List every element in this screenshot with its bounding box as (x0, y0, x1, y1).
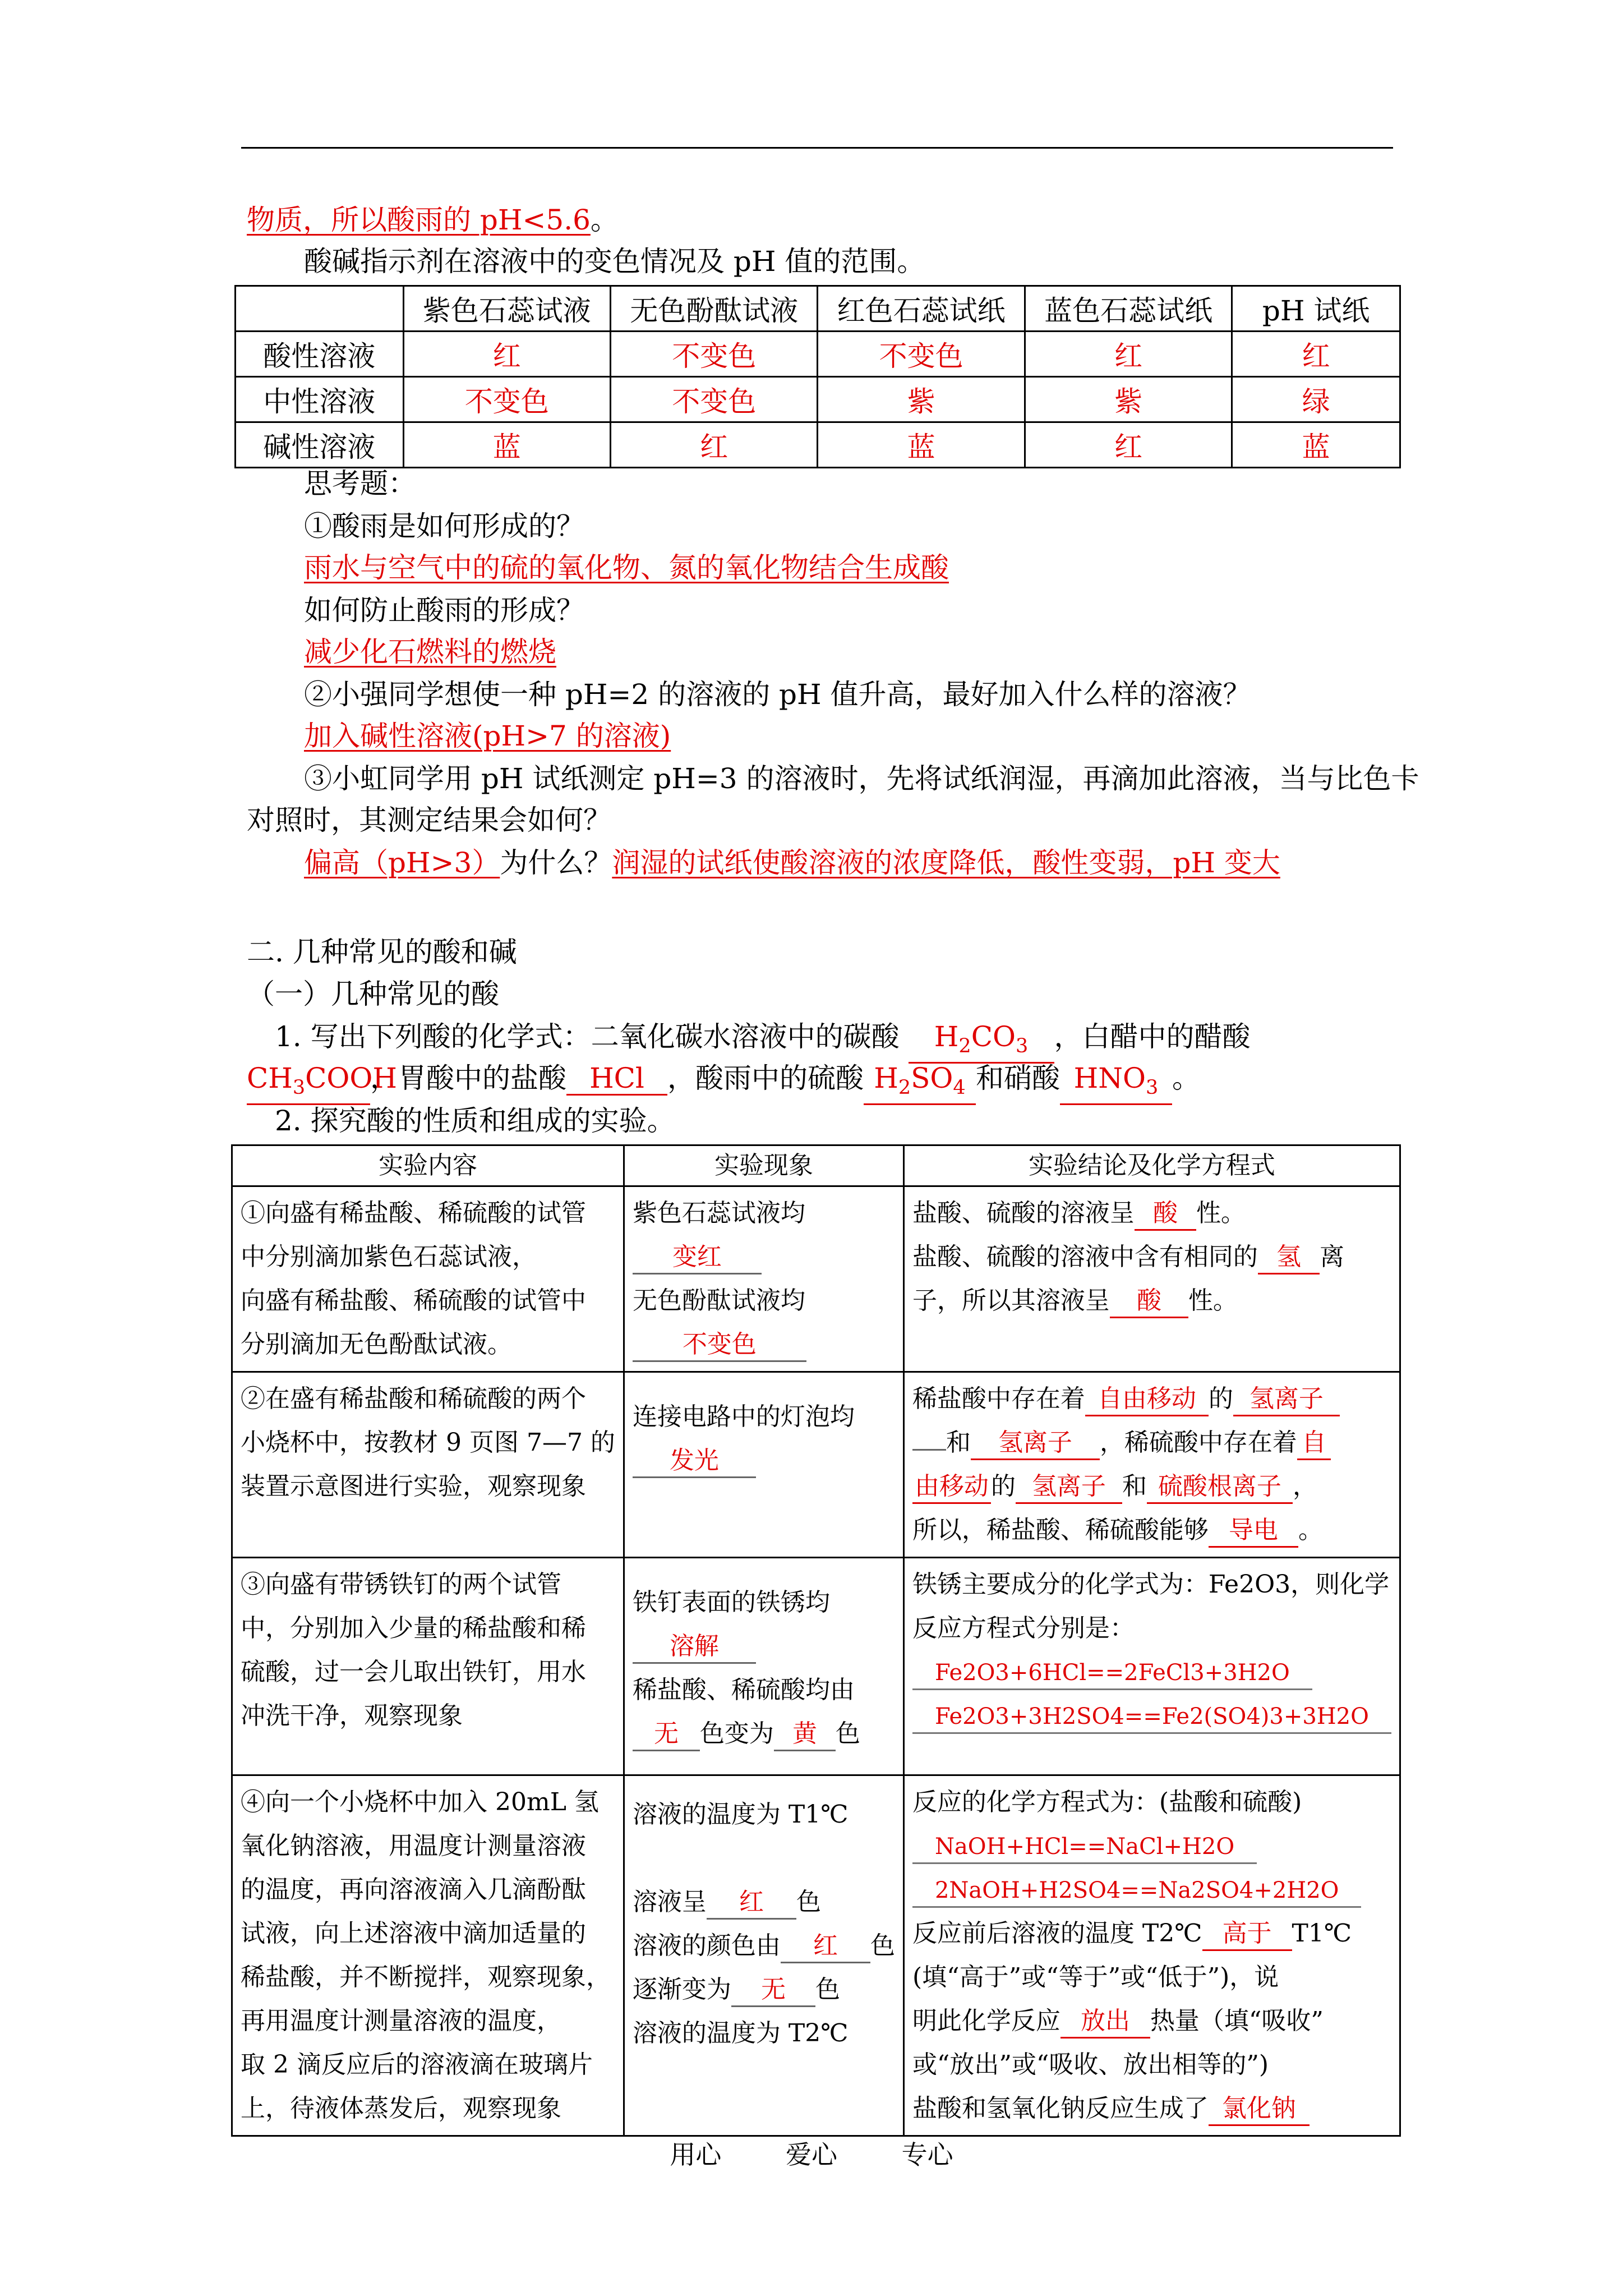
exp-conclusion-cell (903, 1372, 1400, 1558)
item-1-text: ，酸雨中的硫酸 (667, 1062, 864, 1094)
indicator-table (234, 285, 1401, 468)
item-1-line-1 (275, 1019, 1251, 1064)
text: 反应前后溶液的温度 T2℃ (912, 1919, 1202, 1948)
question-1: ①酸雨是如何形成的？ (304, 510, 584, 542)
exp-content-cell (232, 1186, 624, 1372)
answer-blank: 硫酸根离子 (1147, 1471, 1293, 1504)
answer-blank: 发光 (633, 1445, 756, 1478)
table-cell: 紫 (1025, 377, 1232, 422)
row-label: 中性溶液 (236, 377, 404, 422)
table-row (236, 422, 1400, 468)
table-header-row (232, 1145, 1400, 1186)
why-label: 为什么？ (500, 846, 612, 879)
phenomenon-line: 连接电路中的灯泡均 (632, 1402, 855, 1431)
content-line: 中，分别加入少量的稀盐酸和稀 (241, 1614, 586, 1642)
phenomenon-line (633, 1712, 895, 1756)
header-cell: 实验内容 (232, 1145, 624, 1186)
text: 色 (796, 1888, 821, 1916)
conclusion-line (912, 1191, 1391, 1235)
conclusion-line (912, 2087, 1391, 2131)
table-row (232, 1186, 1400, 1372)
equation: 2NaOH+H2SO4==Na2SO4+2H2O (912, 1875, 1362, 1908)
text: 色变为 (699, 1719, 774, 1748)
answer-blank: 黄 (774, 1718, 836, 1751)
conclusion-line (912, 1235, 1391, 1279)
text: 热量（填“吸收” (1150, 2007, 1324, 2035)
content-line: ③向盛有带锈铁钉的两个试管 (241, 1570, 561, 1599)
footer-text: 专心 (901, 2139, 953, 2170)
conclusion-line: 铁锈主要成分的化学式为：Fe2O3，则化学 (912, 1570, 1390, 1599)
phenomenon-line: 铁钉表面的铁锈均 (632, 1588, 830, 1617)
answer-1: 雨水与空气中的硫的氧化物、氮的氧化物结合生成酸 (304, 551, 949, 584)
text: 的 (990, 1472, 1016, 1501)
text: 和 (1122, 1472, 1147, 1501)
header-rule (241, 147, 1393, 149)
text: 色 (870, 1931, 895, 1960)
table-cell: 蓝 (1232, 422, 1400, 468)
content-line: 冲洗干净，观察现象 (241, 1701, 463, 1730)
row-label: 酸性溶液 (236, 332, 404, 377)
equation-line (912, 1650, 1391, 1694)
phenomenon-line (633, 1968, 895, 2012)
table-cell: 紫 (818, 377, 1025, 422)
table-row (236, 332, 1400, 377)
answer-2: 加入碱性溶液(pH>7 的溶液) (304, 720, 671, 752)
conclusion-line (912, 1377, 1391, 1421)
answer-blank: 高于 (1202, 1918, 1292, 1951)
equation: Fe2O3+3H2SO4==Fe2(SO4)3+3H2O (912, 1701, 1391, 1734)
answer-blank: 变红 (633, 1241, 762, 1274)
table-cell: 红 (1232, 332, 1400, 377)
table-row (232, 1558, 1400, 1775)
answer-blank: 氢离子 (971, 1427, 1100, 1460)
answer-ch3cooh: $CH_3COOH$ (247, 1062, 370, 1105)
answer-blank: 红 (781, 1930, 870, 1963)
phenomenon-line (633, 1625, 895, 1668)
conclusion-line: 反应方程式分别是： (912, 1614, 1135, 1642)
footer-text: 爱心 (786, 2139, 837, 2170)
phenomenon-line: 紫色石蕊试液均 (632, 1199, 805, 1227)
equation-line (912, 1868, 1391, 1912)
conclusion-line: 或“放出”或“吸收、放出相等的”) (912, 2050, 1269, 2079)
footer-text: 用心 (670, 2139, 722, 2170)
content-line: ②在盛有稀盐酸和稀硫酸的两个 (241, 1384, 586, 1413)
table-header-row (236, 286, 1400, 332)
conclusion-line: (填“高于”或“等于”或“低于”)，说 (912, 1963, 1279, 1991)
conclusion-line: 反应的化学方程式为：(盐酸和硫酸) (912, 1788, 1302, 1816)
text: 色 (835, 1719, 860, 1748)
content-line: 上，待液体蒸发后，观察现象 (241, 2094, 561, 2123)
answer-3-reason: 润湿的试纸使酸溶液的浓度降低，酸性变弱，pH 变大 (612, 846, 1280, 879)
page-footer (0, 2134, 1623, 2171)
content-line: ④向一个小烧杯中加入 20mL 氢 (241, 1788, 599, 1816)
text: 。 (1298, 1516, 1323, 1544)
table-cell: 绿 (1232, 377, 1400, 422)
content-line: 试液，向上述溶液中滴加适量的 (241, 1919, 586, 1948)
text: 逐渐变为 (632, 1975, 731, 2004)
text: ， (1292, 1472, 1317, 1501)
exp-content-cell (232, 1372, 624, 1558)
header-cell: 紫色石蕊试液 (403, 286, 610, 332)
period: 。 (590, 204, 619, 236)
text: 子，所以其溶液呈 (912, 1286, 1110, 1315)
answer-blank: 溶解 (633, 1631, 756, 1664)
content-line: 再用温度计测量溶液的温度， (241, 2007, 561, 2035)
content-line: 取 2 滴反应后的溶液滴在玻璃片 (241, 2050, 593, 2079)
answer-blank: 氢 (1258, 1241, 1320, 1274)
table-cell: 蓝 (403, 422, 610, 468)
text: 所以，稀盐酸、稀硫酸能够 (912, 1516, 1209, 1544)
answer-1b: 减少化石燃料的燃烧 (304, 636, 556, 668)
table-cell: 红 (403, 332, 610, 377)
exp-phenomenon-cell (624, 1372, 903, 1558)
item-1-text: 和硝酸 (976, 1062, 1060, 1094)
text: 性。 (1188, 1286, 1238, 1315)
text: 和 (946, 1428, 971, 1457)
answer-blank: 放出 (1061, 2005, 1150, 2039)
table-row (236, 377, 1400, 422)
item-1-text: 1. 写出下列酸的化学式：二氧化碳水溶液中的碳酸 (275, 1020, 900, 1053)
question-3-line-2: 对照时，其测定结果会如何？ (247, 804, 611, 836)
text: T1℃ (1292, 1919, 1352, 1948)
content-line: 硫酸，过一会儿取出铁钉，用水 (241, 1658, 586, 1686)
intro-line-1 (247, 202, 619, 238)
equation: Fe2O3+6HCl==2FeCl3+3H2O (912, 1657, 1312, 1690)
text: 性。 (1196, 1199, 1246, 1227)
content-line: 中分别滴加紫色石蕊试液， (241, 1243, 537, 1271)
content-line: 小烧杯中，按教材 9 页图 7—7 的 (241, 1428, 615, 1457)
exp-phenomenon-cell (624, 1558, 903, 1775)
phenomenon-line (633, 1924, 895, 1968)
text: 的 (1208, 1384, 1233, 1413)
phenomenon-line (633, 1235, 895, 1279)
item-2: 2. 探究酸的性质和组成的实验。 (275, 1105, 675, 1137)
equation: NaOH+HCl==NaCl+H2O (912, 1831, 1257, 1864)
conclusion-line (912, 1508, 1391, 1552)
table-cell: 红 (611, 422, 818, 468)
header-cell (236, 286, 404, 332)
equation-line (912, 1824, 1391, 1868)
answer-blank: 无 (633, 1718, 700, 1751)
answer-blank: 酸 (1110, 1285, 1188, 1318)
question-2: ②小强同学想使一种 pH=2 的溶液的 pH 值升高，最好加入什么样的溶液？ (304, 678, 1251, 711)
content-line: 的温度，再向溶液滴入几滴酚酞 (241, 1875, 586, 1904)
content-line: 稀盐酸，并不断搅拌，观察现象， (241, 1963, 611, 1991)
table-cell: 蓝 (818, 422, 1025, 468)
phenomenon-line: 无色酚酞试液均 (632, 1286, 805, 1315)
table-cell: 不变色 (403, 377, 610, 422)
acid-rain-ph-text: 物质，所以酸雨的 pH<5.6 (247, 204, 591, 236)
item-1-text: 。 (1172, 1062, 1200, 1094)
item-1-text: ，白醋中的醋酸 (1054, 1020, 1251, 1053)
text: 盐酸、硫酸的溶液呈 (912, 1199, 1135, 1227)
content-line: ①向盛有稀盐酸、稀硫酸的试管 (241, 1199, 586, 1227)
answer-3 (304, 845, 1280, 881)
answer-blank: 无 (731, 1974, 815, 2007)
table-cell: 红 (1025, 332, 1232, 377)
experiment-table (231, 1144, 1401, 2137)
phenomenon-line: 溶液的温度为 T1℃ (632, 1800, 849, 1829)
answer-3-result: 偏高（pH>3） (304, 846, 500, 879)
answer-blank: 导电 (1209, 1515, 1298, 1548)
questions-title: 思考题： (304, 467, 416, 500)
exp-content-cell (232, 1775, 624, 2136)
header-cell: pH 试纸 (1232, 286, 1400, 332)
text: 盐酸、硫酸的溶液中含有相同的 (912, 1243, 1258, 1271)
exp-conclusion-cell (903, 1186, 1400, 1372)
exp-phenomenon-cell (624, 1775, 903, 2136)
conclusion-line (912, 1999, 1391, 2043)
text: 盐酸和氢氧化钠反应生成了 (912, 2094, 1209, 2123)
header-cell: 红色石蕊试纸 (818, 286, 1025, 332)
answer-blank (912, 1449, 946, 1451)
phenomenon-line (633, 1323, 895, 1366)
table-row (232, 1372, 1400, 1558)
text: 溶液呈 (632, 1888, 707, 1916)
text: 明此化学反应 (912, 2007, 1061, 2035)
answer-blank: 氢离子 (1016, 1471, 1122, 1504)
answer-blank: 由移动 (912, 1471, 991, 1504)
phenomenon-line (633, 1439, 895, 1483)
answer-blank: 酸 (1135, 1198, 1196, 1231)
question-1b: 如何防止酸雨的形成？ (304, 594, 584, 627)
conclusion-line (912, 1465, 1391, 1508)
phenomenon-line: 稀盐酸、稀硫酸均由 (632, 1676, 855, 1704)
answer-hno3: $HNO_3$ (1060, 1062, 1172, 1105)
text: 稀盐酸中存在着 (912, 1384, 1085, 1413)
answer-h2so4: $H_2SO_4$ (864, 1062, 976, 1105)
header-cell: 实验结论及化学方程式 (903, 1145, 1400, 1186)
text: ，稀硫酸中存在着 (1099, 1428, 1297, 1457)
content-line: 氧化钠溶液，用温度计测量溶液 (241, 1832, 586, 1860)
intro-line-2: 酸碱指示剂在溶液中的变色情况及 pH 值的范围。 (304, 245, 925, 278)
content-line: 分别滴加无色酚酞试液。 (241, 1330, 512, 1359)
header-cell: 无色酚酞试液 (611, 286, 818, 332)
exp-conclusion-cell (903, 1775, 1400, 2136)
item-1-text: ，胃酸中的盐酸 (370, 1062, 566, 1094)
text: 溶液的颜色由 (632, 1931, 781, 1960)
exp-conclusion-cell (903, 1558, 1400, 1775)
answer-h2co3: $H_2CO_3$ (909, 1021, 1054, 1064)
section-2-title: 二. 几种常见的酸和碱 (247, 936, 517, 968)
item-1-line-2 (247, 1060, 1200, 1105)
table-cell: 不变色 (611, 377, 818, 422)
spacer (633, 1837, 895, 1880)
answer-blank: 自由移动 (1085, 1383, 1209, 1416)
equation-line (912, 1694, 1391, 1738)
phenomenon-line (633, 1880, 895, 1924)
row-label: 碱性溶液 (236, 422, 404, 468)
answer-blank: 氯化钠 (1209, 2093, 1310, 2126)
exp-phenomenon-cell (624, 1186, 903, 1372)
content-line: 装置示意图进行实验，观察现象 (241, 1472, 586, 1501)
answer-hcl: HCl (566, 1062, 667, 1096)
table-cell: 不变色 (818, 332, 1025, 377)
conclusion-line (912, 1912, 1391, 1955)
content-line: 向盛有稀盐酸、稀硫酸的试管中 (241, 1286, 586, 1315)
answer-blank: 不变色 (633, 1329, 806, 1362)
answer-blank: 自 (1297, 1427, 1331, 1460)
question-3-line-1: ③小虹同学用 pH 试纸测定 pH=3 的溶液时，先将试纸润湿，再滴加此溶液，当与比色卡 (304, 762, 1419, 795)
header-cell: 蓝色石蕊试纸 (1025, 286, 1232, 332)
section-2-subtitle: （一）几种常见的酸 (247, 978, 499, 1010)
text: 色 (815, 1975, 840, 2004)
exp-content-cell (232, 1558, 624, 1775)
table-row (232, 1775, 1400, 2136)
header-cell: 实验现象 (624, 1145, 903, 1186)
table-cell: 不变色 (611, 332, 818, 377)
answer-blank: 氢离子 (1233, 1383, 1340, 1416)
answer-blank: 红 (707, 1887, 796, 1920)
conclusion-line (912, 1279, 1391, 1323)
conclusion-line (912, 1421, 1391, 1465)
table-cell: 红 (1025, 422, 1232, 468)
phenomenon-line: 溶液的温度为 T2℃ (632, 2019, 849, 2047)
text: 离 (1319, 1243, 1344, 1271)
